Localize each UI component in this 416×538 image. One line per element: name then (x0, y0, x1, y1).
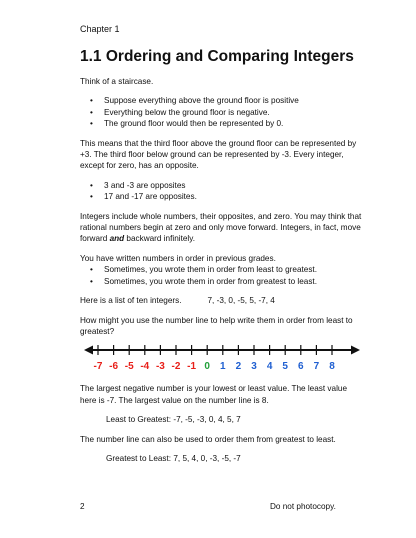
staircase-intro: Think of a staircase. (80, 77, 154, 86)
integers-text-after: backward infinitely. (124, 234, 195, 244)
greatest-to-least: Greatest to Least: 7, 5, 4, 0, -3, -5, -7 (106, 453, 241, 463)
staircase-list (80, 95, 364, 129)
tick-label: 6 (298, 361, 304, 373)
list-item: • Sometimes, you wrote them in order from greatest to least. (80, 276, 364, 287)
tick-label: -7 (93, 361, 103, 373)
tick-label: -1 (187, 361, 197, 373)
copyright-notice: Do not photocopy. (270, 502, 336, 511)
tick-label: 2 (235, 361, 242, 373)
tick-label: 3 (251, 361, 257, 373)
list-item: • 3 and -3 are opposites (80, 180, 364, 191)
largest-paragraph: The largest negative number is your lowest or least value. The least value here is -7. The largest value on the number line is 8. (80, 384, 347, 405)
list-item: • Sometimes, you wrote them in order from least to greatest. (80, 264, 364, 275)
right-arrow-icon (351, 346, 360, 355)
reverse-paragraph: The number line can also be used to order them from greatest to least. (80, 434, 336, 444)
integers-paragraph (80, 211, 364, 245)
tick-label: 5 (282, 361, 288, 373)
order-list (80, 264, 364, 287)
opposites-list (80, 180, 364, 203)
opposites-paragraph: This means that the third floor above the ground floor can be represented by +3. The third floor below ground can be represented by -3. Every integer, except for zero, has an opposite. (80, 138, 357, 171)
number-line-graphic (80, 341, 364, 375)
integer-list-values: 7, -3, 0, -5, 5, -7, 4 (207, 296, 275, 306)
tick-label: 4 (266, 361, 273, 373)
list-item: • 17 and -17 are opposites. (80, 191, 364, 202)
tick-label: -6 (109, 361, 119, 373)
tick-label: -2 (171, 361, 181, 373)
left-arrow-icon (84, 346, 93, 355)
tick-label: 8 (329, 361, 335, 373)
integer-list-line (80, 295, 364, 306)
main-content (80, 76, 364, 472)
chapter-header: Chapter 1 (80, 24, 120, 34)
page-number: 2 (80, 502, 85, 511)
integer-list-label: Here is a list of ten integers. (80, 296, 182, 306)
tick-label: 0 (204, 361, 210, 373)
integers-text-emphasis: and (109, 234, 125, 244)
tick-label: 1 (220, 361, 226, 373)
tick-label: 7 (313, 361, 320, 373)
least-to-greatest: Least to Greatest: -7, -5, -3, 0, 4, 5, 7 (106, 415, 241, 425)
order-intro: You have written numbers in order in previous grades. (80, 253, 276, 263)
number-line-question: How might you use the number line to help write them in order from least to greatest? (80, 315, 353, 336)
tick-label: -5 (124, 361, 134, 373)
list-item: • Suppose everything above the ground floor is positive (80, 95, 364, 106)
tick-label: -4 (140, 361, 150, 373)
tick-label: -3 (155, 361, 165, 373)
number-line (80, 341, 364, 375)
list-item: • Everything below the ground floor is negative. (80, 107, 364, 118)
list-item: • The ground floor would then be represented by 0. (80, 118, 364, 129)
integers-text-before: Integers include whole numbers, their opposites, and zero. You may think that rational numbers begin at zero and only move forward. Integers, in fact, move forward (80, 211, 362, 244)
page-title: 1.1 Ordering and Comparing Integers (80, 48, 354, 65)
